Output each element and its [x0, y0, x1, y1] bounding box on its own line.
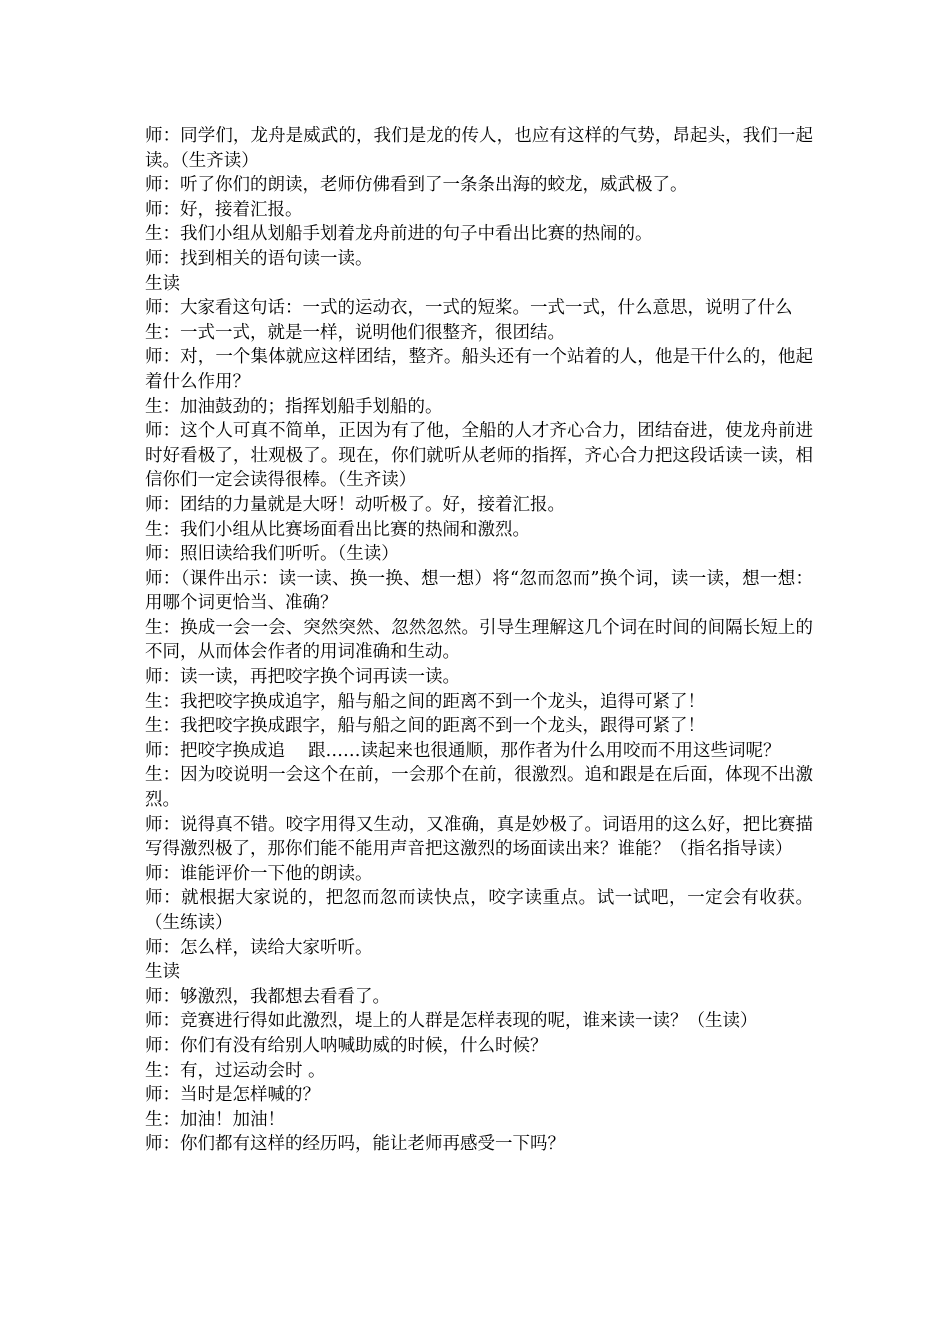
- dialogue-line: 生：加油鼓劲的；指挥划船手划船的。: [145, 396, 443, 417]
- dialogue-line: 师：找到相关的语句读一读。: [145, 248, 373, 269]
- dialogue-line: 师：好，接着汇报。: [145, 199, 303, 220]
- dialogue-line: 师：这个人可真不简单，正因为有了他，全船的人才齐心合力，团结奋进，使龙舟前进时好看极了，壮观极了。现在，你们就听从老师的指挥，齐心合力把这段话读一读，相信你们一定会读得很棒。（生齐读）: [145, 421, 813, 491]
- dialogue-line: 师：团结的力量就是大呀！动听极了。好，接着汇报。: [145, 494, 565, 515]
- dialogue-line: 生：有，过运动会时 。: [145, 1060, 326, 1081]
- dialogue-line: 师：谁能评价一下他的朗读。: [145, 863, 373, 884]
- dialogue-line: 师：竞赛进行得如此激烈，堤上的人群是怎样表现的呢，谁来读一读？（生读）: [145, 1011, 758, 1032]
- dialogue-line: 师：听了你们的朗读，老师仿佛看到了一条条出海的蛟龙，威武极了。: [145, 175, 688, 196]
- dialogue-line: 生：因为咬说明一会这个在前，一会那个在前，很激烈。追和跟是在后面，体现不出激烈。: [145, 765, 813, 811]
- dialogue-line: 生：我们小组从比赛场面看出比赛的热闹和激烈。: [145, 519, 530, 540]
- dialogue-line: 生：我把咬字换成追字，船与船之间的距离不到一个龙头，追得可紧了！: [145, 691, 705, 712]
- dialogue-line: 师：对，一个集体就应这样团结，整齐。船头还有一个站着的人，他是干什么的，他起着什么作用？: [145, 347, 813, 392]
- dialogue-line: 师：就根据大家说的，把忽而忽而读快点，咬字读重点。试一试吧，一定会有收获。（生练读）: [145, 888, 813, 933]
- dialogue-line: 生：一式一式，就是一样，说明他们很整齐，很团结。: [145, 322, 565, 343]
- dialogue-line: 生读: [145, 273, 180, 294]
- dialogue-line: 生读: [145, 962, 180, 983]
- dialogue-line: 师：把咬字换成追 跟……读起来也很通顺，那作者为什么用咬而不用这些词呢？: [145, 740, 781, 761]
- dialogue-line: 师：你们有没有给别人呐喊助威的时候，什么时候？: [145, 1035, 548, 1056]
- dialogue-line: 师：大家看这句话：一式的运动衣，一式的短桨。一式一式，什么意思，说明了什么: [145, 298, 793, 319]
- dialogue-line: 生：我们小组从划船手划着龙舟前进的句子中看出比赛的热闹的。: [145, 224, 653, 245]
- dialogue-line: 师：你们都有这样的经历吗，能让老师再感受一下吗？: [145, 1134, 565, 1155]
- dialogue-line: 师：怎么样，读给大家听听。: [145, 937, 373, 958]
- dialogue-line: 师：说得真不错。咬字用得又生动，又准确，真是妙极了。词语用的这么好，把比赛描写得激烈极了，那你们能不能用声音把这激烈的场面读出来？谁能？（指名指导读）: [145, 814, 813, 860]
- dialogue-line: 师：读一读，再把咬字换个词再读一读。: [145, 667, 460, 688]
- dialogue-line: 师：够激烈，我都想去看看了。: [145, 986, 390, 1007]
- dialogue-line: 师：当时是怎样喊的？: [145, 1085, 320, 1106]
- dialogue-line: 师：同学们，龙舟是威武的，我们是龙的传人，也应有这样的气势，昂起头，我们一起读。（生齐读）: [145, 126, 813, 171]
- dialogue-line: 师：照旧读给我们听听。（生读）: [145, 544, 399, 565]
- dialogue-line: 生：换成一会一会、突然突然、忽然忽然。引导生理解这几个词在时间的间隔长短上的不同，从而体会作者的用词准确和生动。: [145, 617, 813, 663]
- document-page: [145, 124, 813, 1157]
- dialogue-line: 生：我把咬字换成跟字，船与船之间的距离不到一个龙头，跟得可紧了！: [145, 716, 705, 737]
- dialogue-line: 师：（课件出示：读一读、换一换、想一想）将“忽而忽而”换个词，读一读，想一想：用哪个词更恰当、准确？: [145, 568, 813, 614]
- dialogue-line: 生：加油！加油！: [145, 1109, 285, 1130]
